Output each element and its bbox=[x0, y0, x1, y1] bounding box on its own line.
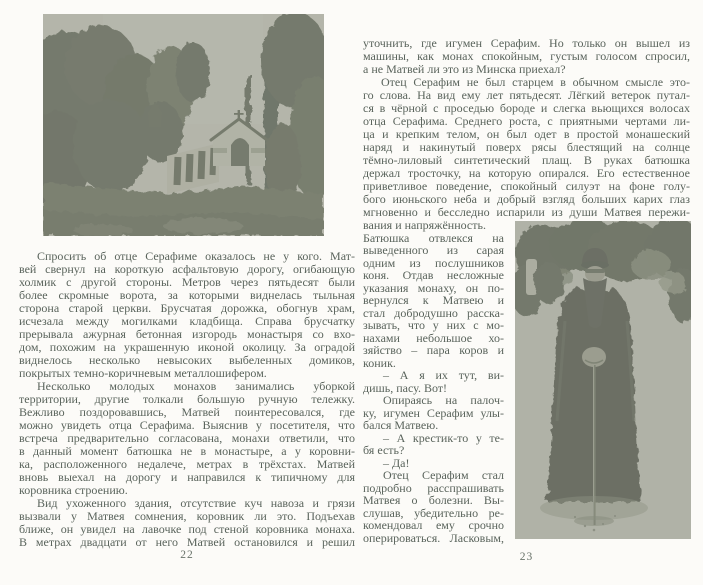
text-line: коровника строению. bbox=[19, 483, 128, 497]
text-line: Вежливо поздоровавшись, Матвей поинтересовался, где bbox=[19, 405, 355, 419]
text-line: прерывала ажурная бетонная изгородь монастыря со вхо- bbox=[19, 327, 355, 341]
right-page bbox=[363, 0, 690, 585]
text-line: Отец Серафим стал bbox=[383, 468, 504, 482]
text-line: Вид ухоженного здания, отсутствие куч навоза и грязи bbox=[37, 496, 355, 510]
text-line: ку, игумен Серафим улы- bbox=[363, 405, 504, 420]
text-line: отца Серафима. Среднего роста, с приятными чертами ли- bbox=[363, 114, 690, 128]
text-line: одним из послушников bbox=[363, 255, 504, 270]
text-line: можно увидеть отца Серафима. Выяснив у посетителя, что bbox=[19, 418, 355, 432]
text-line: бого июньского неба и добрый взгляд больших карих глаз bbox=[363, 192, 690, 206]
text-line: виднелось несколько невысоких выбеленных домиков, bbox=[19, 353, 355, 367]
text-line: приветливое поведение, спокойный силуэт на фоне голу- bbox=[363, 179, 690, 193]
text-line: а не Матвей ли это из Минска приехал? bbox=[363, 62, 566, 76]
text-line: выведенного из сарая bbox=[363, 243, 504, 257]
text-line: ближе, он увидел на лавочке под стеной коровника монаха. bbox=[19, 522, 355, 536]
text-line: Несколько молодых монахов занимались уборкой bbox=[37, 379, 355, 393]
text-line: дом, похожим на украшенную иконой околицу. За оградой bbox=[19, 340, 355, 354]
text-line: вей свернул на короткую асфальтовую дорогу, огибающую bbox=[19, 262, 355, 276]
right-page-text-full-width bbox=[363, 37, 690, 219]
left-page-text bbox=[19, 250, 355, 549]
text-line: встреча предварительно согласована, монахи ответили, что bbox=[19, 431, 355, 445]
text-line: – А крестик-то у те- bbox=[383, 430, 504, 445]
text-line: исчезала между могилками кладбища. Справа брусчатку bbox=[19, 314, 355, 328]
monastery-photo bbox=[43, 14, 324, 236]
text-line: тёмно-лиловый синтетический плащ. В руках батюшка bbox=[363, 153, 690, 167]
text-line: коня. Отдав несложные bbox=[363, 268, 504, 282]
text-line: зяйство – пара коров и bbox=[363, 343, 504, 357]
text-line: держал тросточку, на которую опирался. Его естественное bbox=[363, 166, 690, 180]
text-line: – Да! bbox=[383, 455, 410, 470]
text-line: мгновенно и бесследно испарили из души Матвея пережи- bbox=[363, 205, 690, 219]
text-line: вернулся к Матвею и bbox=[363, 293, 504, 307]
text-line: Спросить об отце Серафиме оказалось не у кого. Мат- bbox=[37, 249, 355, 263]
text-line: холмик с другой стороны. Метров через пятьдесят были bbox=[19, 275, 355, 289]
text-line: зывать, что у них с мо- bbox=[363, 318, 504, 332]
text-line: – А я их тут, ви- bbox=[383, 368, 504, 382]
text-line: оперироваться. Ласковым, bbox=[363, 530, 504, 545]
text-line: ка, расположенного недалече, метрах в трёхстах. Матвей bbox=[19, 457, 355, 471]
text-line: го слова. На вид ему лет пятьдесят. Лёгкий ветерок путал- bbox=[363, 88, 690, 102]
text-line: вания и напряжённость. bbox=[363, 218, 486, 232]
text-line: машины, как монах спокойным, густым голосом спросил, bbox=[363, 49, 690, 63]
text-line: ся в чёрной с проседью бороде и слегка вьющихся волосах bbox=[363, 101, 690, 115]
text-line: более скромные ворота, за которыми виднелась тыльная bbox=[19, 288, 355, 302]
text-line: вызвали у Матвея сомнения, коровник ли это. Подъехав bbox=[19, 509, 355, 523]
text-line: указания монаху, он по- bbox=[363, 280, 504, 295]
text-line: ца и крепким телом, он был одет в простой монашеский bbox=[363, 127, 690, 141]
text-line: коник. bbox=[363, 355, 396, 370]
text-line: Отец Серафим не был старцем в обычном смысле это- bbox=[381, 75, 690, 89]
monk-photo bbox=[515, 221, 691, 539]
text-line: нахами небольшое хо- bbox=[363, 330, 504, 345]
text-line: вновь выехал на дорогу и направился к типичному для bbox=[19, 470, 355, 484]
text-line: сторона старой церкви. Брусчатая дорожка, обогнув храм, bbox=[19, 301, 355, 315]
text-line: в данный момент батюшка не в монастыре, а у коровни- bbox=[19, 444, 355, 458]
page-number-right: 23 bbox=[519, 551, 534, 563]
text-line: Батюшка отвлекся на bbox=[363, 230, 504, 245]
text-line: В метрах двадцати от него Матвей остановился и решил bbox=[19, 535, 355, 549]
text-line: стал добродушно расска- bbox=[363, 305, 504, 320]
text-line: наряд и накинутый поверх рясы блестящий на солнце bbox=[363, 140, 690, 154]
text-line: подробно расспрашивать bbox=[363, 480, 504, 495]
text-line: комендовал ему срочно bbox=[363, 518, 504, 532]
text-line: слушав, убедительно ре- bbox=[363, 505, 504, 520]
text-line: бался Матвею. bbox=[363, 418, 439, 432]
text-line: уточнить, где игумен Серафим. Но только он вышел из bbox=[363, 36, 690, 50]
text-line: покрытых темно-коричневым металлошифером. bbox=[19, 366, 267, 380]
text-line: Матвея о болезни. Вы- bbox=[363, 493, 504, 507]
text-line: дишь, пасу. Вот! bbox=[363, 380, 448, 395]
text-line: Опираясь на палоч- bbox=[383, 393, 504, 407]
text-line: территории, другие толкали большую ручную тележку. bbox=[19, 392, 355, 406]
text-line: бя есть? bbox=[363, 443, 405, 457]
right-page-text-narrow-column bbox=[363, 219, 504, 544]
page-number-left: 22 bbox=[180, 549, 194, 561]
left-page bbox=[19, 0, 355, 585]
